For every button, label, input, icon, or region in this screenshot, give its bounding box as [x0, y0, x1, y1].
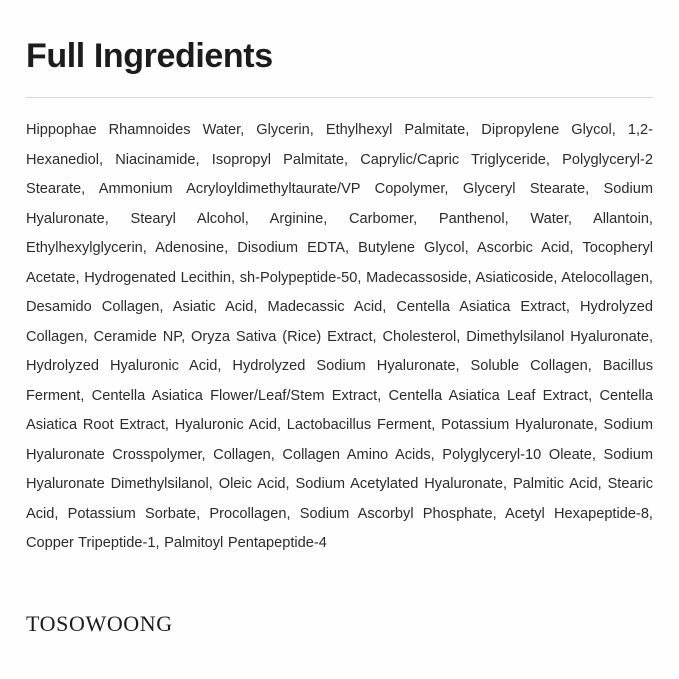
title-divider: [26, 97, 653, 98]
page-title: Full Ingredients: [26, 37, 273, 75]
brand-wordmark: TOSOWOONG: [26, 611, 173, 636]
ingredients-list-text: Hippophae Rhamnoides Water, Glycerin, Ethylhexyl Palmitate, Dipropylene Glycol, 1,2-Hexanediol, Niacinamide, Isopropyl Palmitate, Caprylic/Capric Triglyceride, Polyglyceryl-2 Stearate, Ammonium Acryloyldimethyltaurate/VP Copolymer, Glyceryl Stearate, Sodium Hyaluronate, Stearyl Alcohol, Arginine, Carbomer, Panthenol, Water, Allantoin, Ethylhexylglycerin, Adenosine, Disodium EDTA, Butylene Glycol, Ascorbic Acid, Tocopheryl Acetate, Hydrogenated Lecithin, sh-Polypeptide-50, Madecassoside, Asiaticoside, Atelocollagen, Desamido Collagen, Asiatic Acid, Madecassic Acid, Centella Asiatica Extract, Hydrolyzed Collagen, Ceramide NP, Oryza Sativa (Rice) Extract, Cholesterol, Dimethylsilanol Hyaluronate, Hydrolyzed Hyaluronic Acid, Hydrolyzed Sodium Hyaluronate, Soluble Collagen, Bacillus Ferment, Centella Asiatica Flower/Leaf/Stem Extract, Centella Asiatica Leaf Extract, Centella Asiatica Root Extract, Hyaluronic Acid, Lactobacillus Ferment, Potassium Hyaluronate, Sodium Hyaluronate Crosspolymer, Collagen, Collagen Amino Acids, Polyglyceryl-10 Oleate, Sodium Hyaluronate Dimethylsilanol, Oleic Acid, Sodium Acetylated Hyaluronate, Palmitic Acid, Stearic Acid, Potassium Sorbate, Procollagen, Sodium Ascorbyl Phosphate, Acetyl Hexapeptide-8, Copper Tripeptide-1, Palmitoyl Pentapeptide-4: [26, 122, 653, 552]
